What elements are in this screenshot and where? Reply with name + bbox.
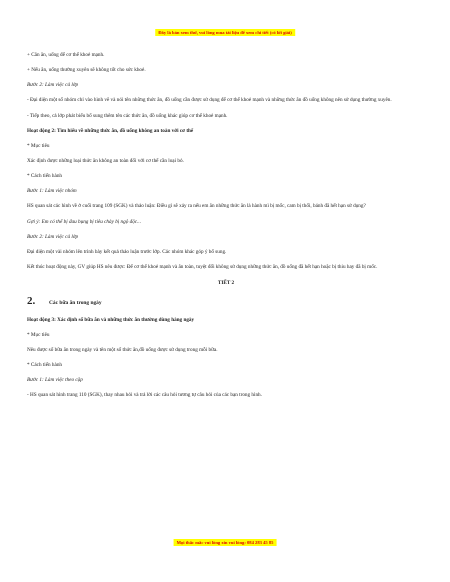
section-heading	[27, 295, 425, 307]
section-label: * Cách tiến hành	[27, 173, 63, 179]
hint-text: Gợi ý: Em có thể bị đau bụng bị tiêu chảy bị ngộ độc...	[27, 219, 141, 225]
section-number: 2.	[27, 295, 36, 307]
paragraph: + Nếu ăn, uống thường xuyên sẽ không tốt cho sức khoẻ.	[27, 67, 146, 73]
step-heading: Bước 1: Làm việc nhóm	[27, 188, 77, 194]
paragraph: Nêu được số bữa ăn trong ngày và tên một số thức ăn,đồ uống được sử dụng trong mỗi bữa.	[27, 347, 218, 353]
paragraph: - Đại diện một số nhóm chỉ vào hình vẽ và nói tên những thức ăn, đồ uống cần được sử dụng để cơ thể khoẻ mạnh và những thức ăn đồ uống không nên sử dụng thường xuyên.	[27, 97, 392, 103]
section-label: * Mục tiêu	[27, 332, 50, 338]
activity-heading: Hoạt động 2: Tìm hiểu về những thức ăn, đồ uống không an toàn với cơ thể	[27, 128, 194, 134]
step-heading: Bước 2: Làm việc cả lớp	[27, 234, 79, 240]
lesson-heading: TIẾT 2	[217, 280, 235, 286]
paragraph: HS quan sát các hình về ở cuối trang 109 (SGK) và thảo luận: Điều gì sẽ xảy ra nếu em ăn những thức ăn là hành mì bị mốc, cam bị thối, bánh đã hết hạn sử dụng?	[27, 203, 366, 209]
paragraph: Đại diện một vài nhóm lên trình bày kết quả thảo luận trước lớp. Các nhóm khác góp ý bổ sung.	[27, 249, 227, 255]
paragraph: Xác định được những loại thức ăn không an toàn đối với cơ thể cần loại bỏ.	[27, 158, 184, 164]
paragraph: - HS quan sát hình trang 110 (SGK), thay nhau hỏi và trả lời các câu hỏi tương tự câu hỏi của các bạn trong hình.	[27, 392, 262, 398]
preview-banner: Đây là bản xem thử, vui lòng mua tài liệu để xem chi tiết (có lời giải)	[155, 29, 295, 36]
paragraph: Kết thúc hoạt động này, GV giúp HS nêu được: Để cơ thể khoẻ mạnh và ăn toàn, tuyệt đối không sử dụng những thức ăn, đồ uống đã hết hạn hoặc bị thiu hay đã bị mốc.	[27, 264, 378, 270]
paragraph: + Cân ăn, uống để cơ thể khoẻ mạnh.	[27, 52, 105, 58]
contact-banner: Mọi thắc mắc vui lòng xin vui lòng: 084 283 45 85	[174, 539, 277, 546]
section-label: * Mục tiêu	[27, 143, 50, 149]
section-title: Các bữa ăn trong ngày	[49, 300, 102, 306]
activity-heading: Hoạt động 3: Xác định số bữa ăn và những thức ăn thường dùng hàng ngày	[27, 317, 195, 323]
step-heading: Bước 1: Làm việc theo cặp	[27, 377, 83, 383]
step-heading: Bước 2: Làm việc cả lớp	[27, 82, 79, 88]
document-body	[27, 52, 425, 407]
section-label: * Cách tiến hành	[27, 362, 63, 368]
paragraph: - Tiếp theo, cả lớp phát biểu bổ sung thêm tên các thức ăn, đồ uống khác giúp cơ thể khoẻ mạnh.	[27, 113, 228, 119]
